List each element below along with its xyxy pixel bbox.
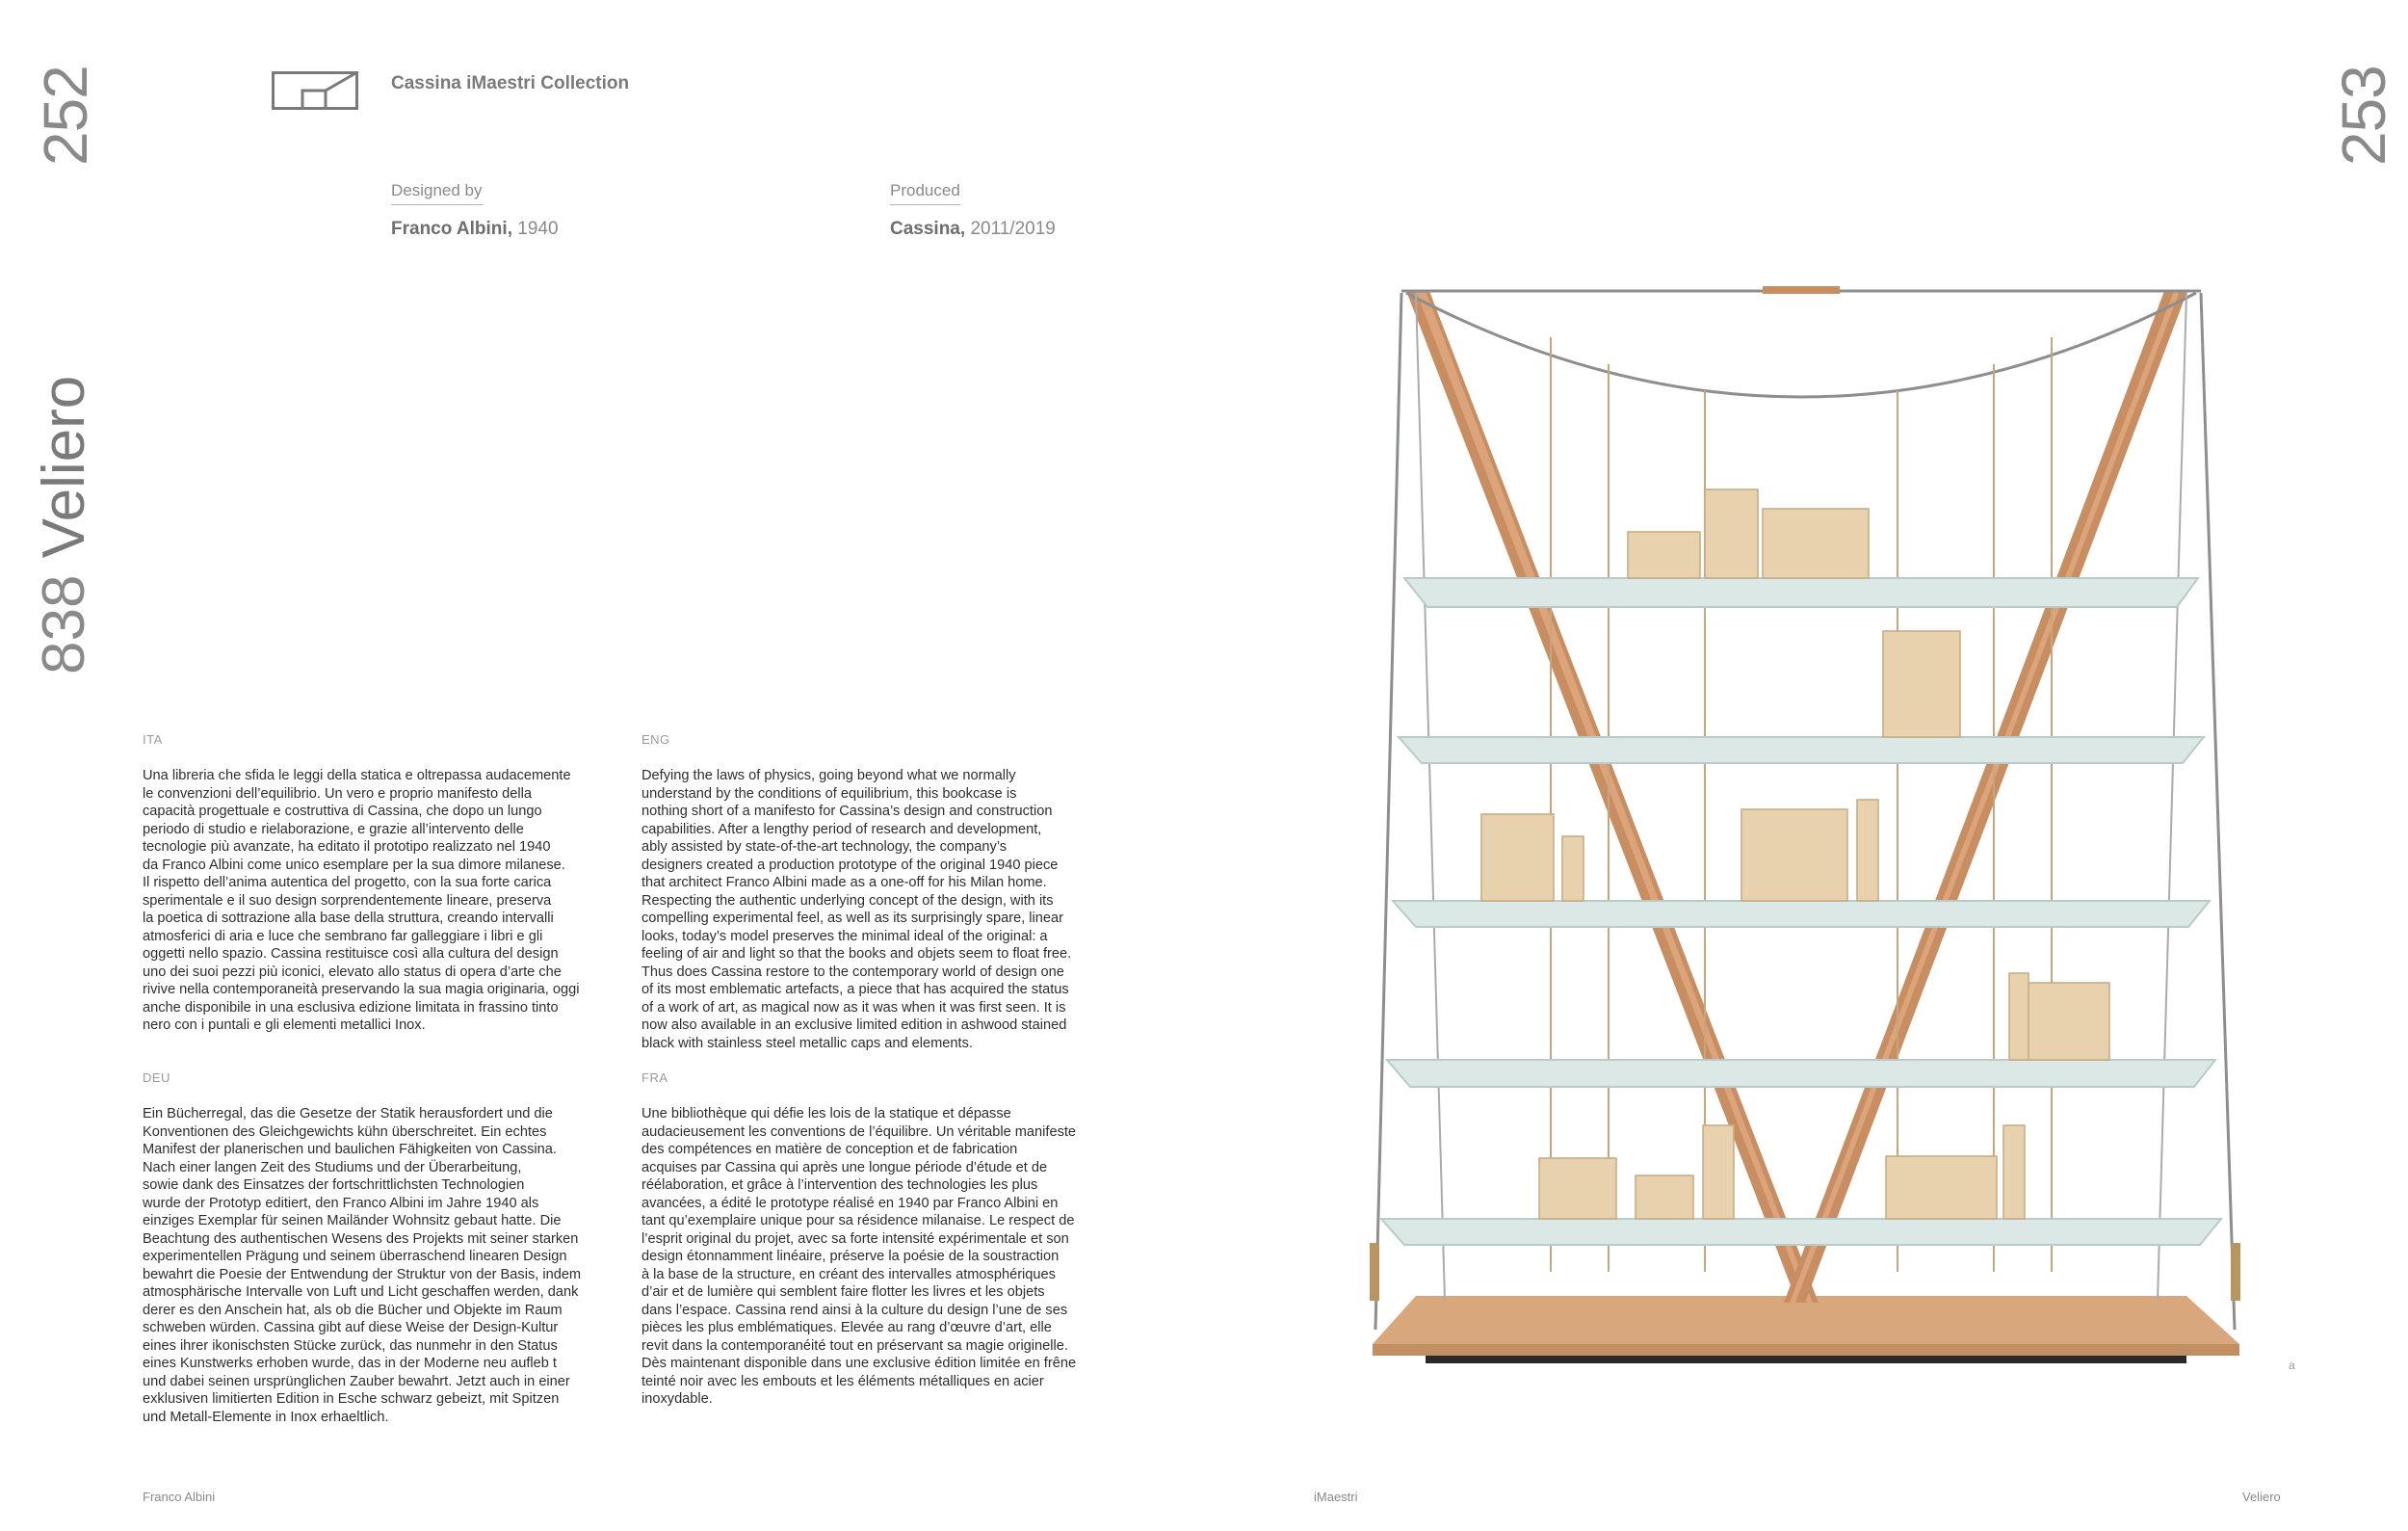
figure-letter: a bbox=[2289, 1359, 2295, 1372]
page-number-left: 252 bbox=[31, 66, 100, 166]
text-deu: Ein Bücherregal, das die Gesetze der Statik herausfordert und die Konventionen des Gleichgewichts kühn überschreitet. Ein echtes Manifest der planerischen und baulichen Fähigkeiten von Cassina. Nach einer langen Zeit des Studiums und der Überarbeitung, sowie dank des Einsatzes der fortschrittlichsten Technologien wurde der Prototyp editiert, den Franco Albini im Jahre 1940 als einziges Exemplar für seinen Mailänder Wohnsitz gebaut hatte. Die Beachtung des authentischen Wesens des Projekts mit seiner starken experimentellen Prägung und seinem überraschend linearen Design bewahrt die Poesie der Entwendung der Struktur von der Basis, indem atmosphärische Intervalle von Luft und Licht geschaffen werden, dank derer es den Anschein hat, als ob die Bücher und Objekte im Raum schweben würden. Cassina gibt auf diese Weise der Design-Kultur eines ihrer ikonischsten Stücke zurück, das nunmehr in den Status eines Kunstwerks erhoben wurde, das in der Moderne neu aufleb t und dabei seinen ursprünglichen Zauber bewahrt. Jetzt auch in einer exklusiven limitierten Edition in Esche schwarz gebeizt, mit Spitzen und Metall-Elemente in Inox erhaeltlich. bbox=[143, 1106, 582, 1425]
veliero-bookcase-image bbox=[1339, 270, 2264, 1407]
collection-title: Cassina iMaestri Collection bbox=[391, 73, 630, 93]
designer-year: 1940 bbox=[517, 219, 559, 239]
producer-years: 2011/2019 bbox=[970, 219, 1056, 239]
footer-right: Veliero bbox=[2242, 1490, 2281, 1504]
product-name: Veliero bbox=[31, 375, 97, 559]
designer-value bbox=[391, 219, 559, 240]
text-eng: Defying the laws of physics, going beyond what we normally understand by the conditions of equilibrium, this bookcase is nothing short of a manifesto for Cassina’s design and construction capabilities. After a lengthy period of research and development, ably assisted by state-of-the-art technology, the company’s designers created a production prototype of the original 1940 piece that architect Franco Albini made as a one-off for his Milan home. Respecting the authentic underlying concept of the design, with its compelling experimental feel, as well as its surprisingly spare, linear looks, today’s model preserves the minimal ideal of the original: a feeling of air and light so that the books and objets seem to float free. Thus does Cassina restore to the contemporary world of design one of its most emblematic artefacts, a piece that has acquired the status of a work of art, as magical now as it was when it was first seen. It is now also available in an exclusive limited edition in ashwood stained black with stainless steel metallic caps and elements. bbox=[641, 768, 1072, 1051]
producer-value bbox=[890, 219, 1056, 240]
designed-by-block bbox=[391, 181, 559, 240]
designed-by-label: Designed by bbox=[391, 181, 483, 205]
lang-label-ita: ITA bbox=[143, 732, 163, 747]
producer-name: Cassina, bbox=[890, 219, 966, 239]
footer-left: Franco Albini bbox=[143, 1490, 216, 1504]
text-fra: Une bibliothèque qui défie les lois de la statique et dépasse audacieusement les conventions de l’équilibre. Un véritable manifeste des compétences en matière de conception et de fabrication acquises par Cassina qui après une longue période d’étude et de réélaboration, et grâce à l’intervention des technologies les plus avancées, a édité le prototype réalisé en 1940 par Franco Albini en tant qu’exemplaire unique pour sa résidence milanaise. Le respect de l’esprit original du projet, avec sa forte intensité expérimentale et son design étonnamment linéaire, préserve la poésie de la soustraction à la base de la structure, en créant des intervalles atmosphériques d’air et de lumière qui semblent faire flotter les livres et les objets dans l’espace. Cassina rend ainsi à la culture du design l’une de ses pièces les plus emblématiques. Elevée au rang d’œuvre d’art, elle revit dans la contemporanéité tout en préservant sa magie originelle. Dès maintenant disponible dans une exclusive édition limitée en frêne teinté noir avec les embouts et les éléments métalliques en acier inoxydable. bbox=[641, 1106, 1077, 1407]
lang-label-deu: DEU bbox=[143, 1070, 170, 1085]
designer-name: Franco Albini, bbox=[391, 219, 512, 239]
product-code: 838 bbox=[31, 574, 97, 674]
produced-block bbox=[890, 181, 1056, 240]
lang-label-eng: ENG bbox=[641, 732, 670, 747]
imaestri-logo-icon bbox=[272, 71, 358, 110]
produced-label: Produced bbox=[890, 181, 960, 205]
product-title bbox=[31, 375, 97, 674]
lang-label-fra: FRA bbox=[641, 1070, 668, 1085]
footer-center: iMaestri bbox=[1314, 1490, 1358, 1504]
page-number-right: 253 bbox=[2329, 66, 2398, 166]
text-ita: Una libreria che sfida le leggi della statica e oltrepassa audacemente le convenzioni dell’equilibrio. Un vero e proprio manifesto della capacità progettuale e costruttiva di Cassina, che dopo un lungo periodo di studio e rielaborazione, e grazie all’intervento delle tecnologie più avanzate, ha editato il prototipo realizzato nel 1940 da Franco Albini come unico esemplare per la sua dimore milanese. Il rispetto dell’anima autentica del progetto, con la sua forte carica sperimentale e il suo design sorprendentemente lineare, preserva la poetica di sottrazione alla base della struttura, creando intervalli atmosferici di aria e luce che sembrano far galleggiare i libri e gli oggetti nello spazio. Cassina restituisce così alla cultura del design uno dei suoi pezzi più iconici, elevato allo status di opera d’arte che rivive nella contemporaneità preservando la sua magia originaria, oggi anche disponibile in una esclusiva edizione limitata in frassino tinto nero con i puntali e gli elementi metallici Inox. bbox=[143, 768, 580, 1033]
